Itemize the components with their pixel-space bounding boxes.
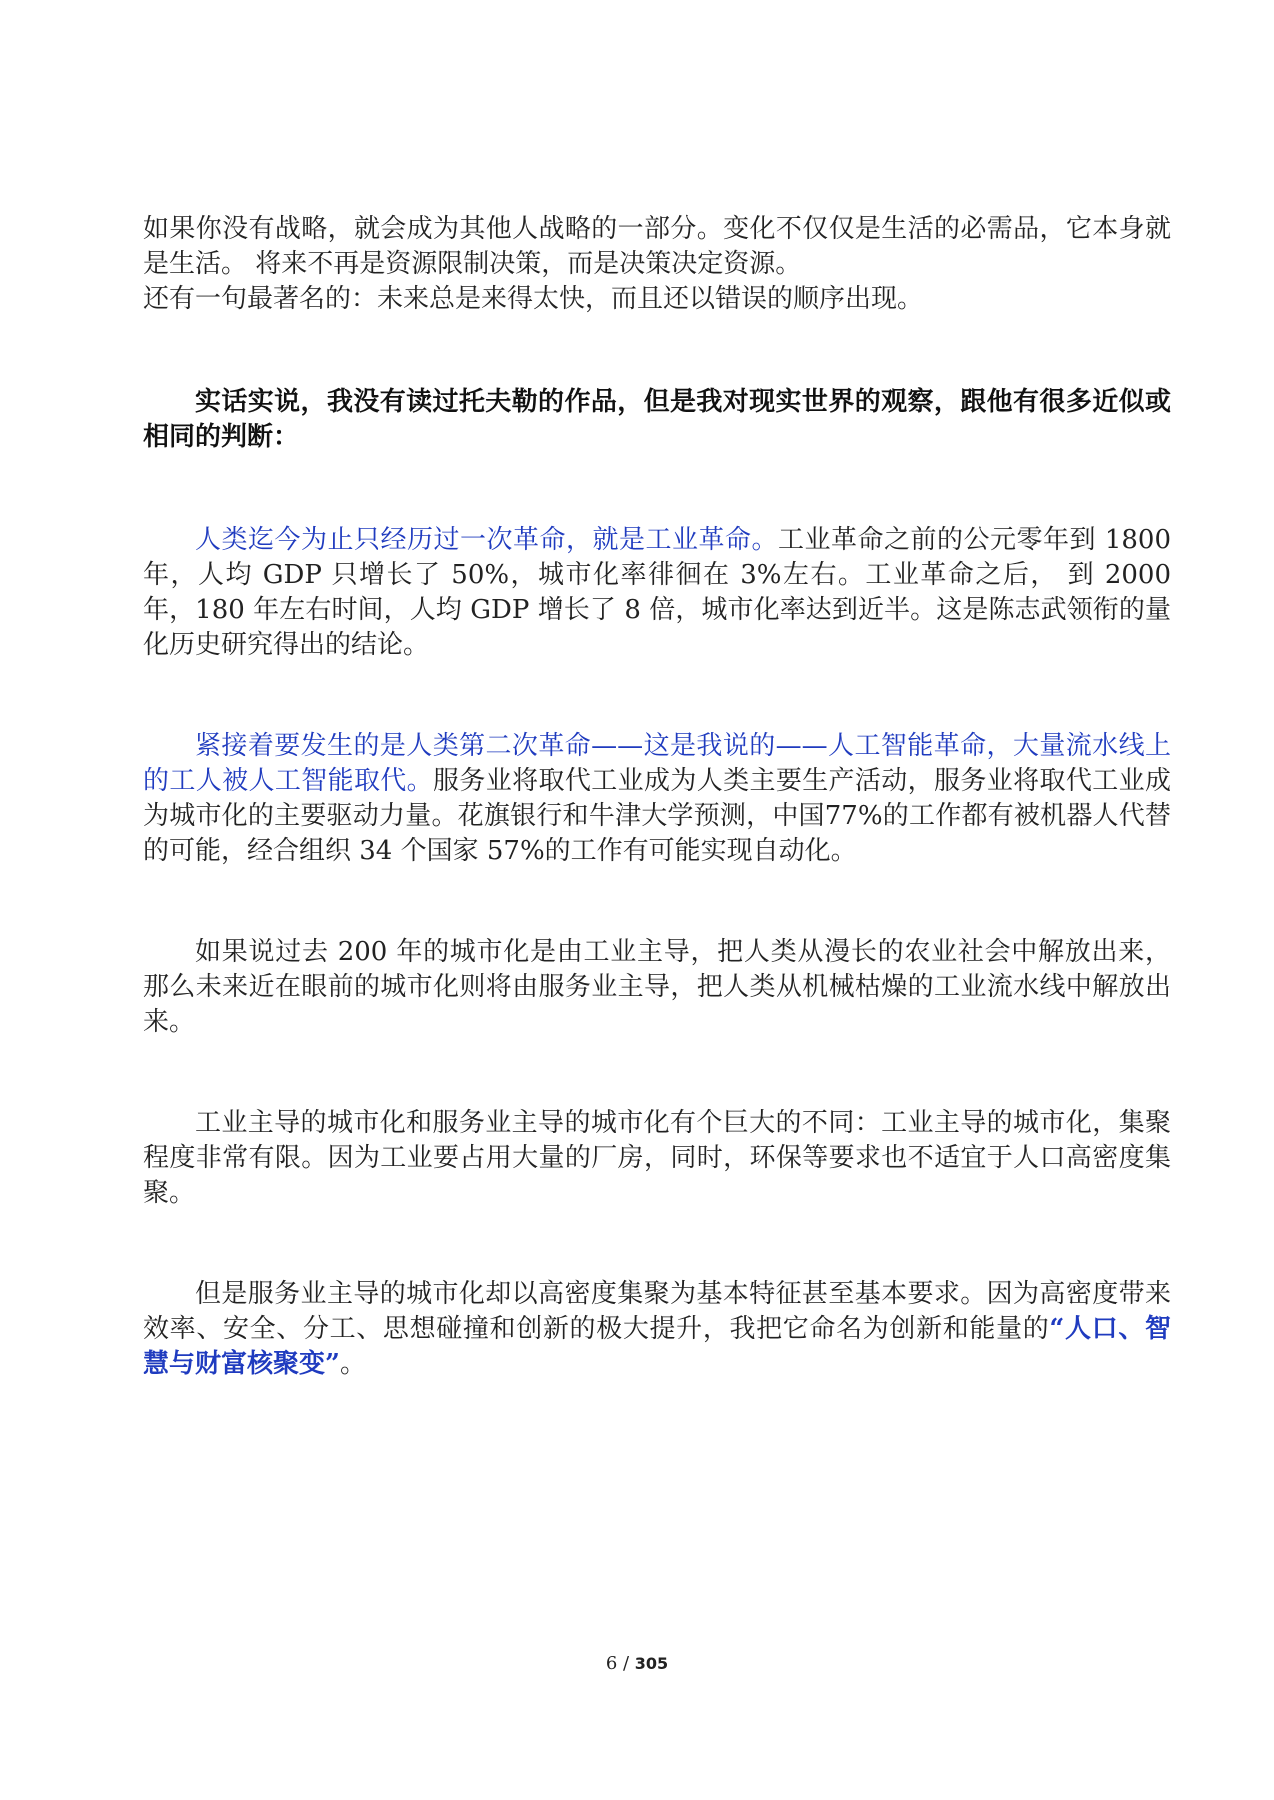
- service-urbanization-end: 。: [339, 1349, 366, 1379]
- page-content: [143, 212, 1171, 1382]
- ai-revolution-highlight: 紧接着要发生的是人类第二次革命——这是我说的——人工智能革命，大量流水线上的工人被人工智能取代。: [143, 731, 1171, 796]
- service-urbanization-text: 但是服务业主导的城市化却以高密度集聚为基本特征甚至基本要求。因为高密度带来效率、安全、分工、思想碰撞和创新的极大提升，我把它命名为创新和能量的: [143, 1279, 1171, 1344]
- quote-future-text: 还有一句最著名的：未来总是来得太快，而且还以错误的顺序出现。: [143, 284, 924, 314]
- fusion-highlight: “人口、智慧与财富核聚变”: [143, 1314, 1171, 1379]
- industrial-revolution-paragraph: [143, 523, 1171, 663]
- industrial-revolution-highlight: 人类迄今为止只经历过一次革命，就是工业革命。: [195, 525, 779, 555]
- page-total: 305: [634, 1654, 669, 1673]
- author-judgment-paragraph: 实话实说，我没有读过托夫勒的作品，但是我对现实世界的观察，跟他有很多近似或相同的判断：: [143, 387, 1171, 452]
- industrial-revolution-text: 工业革命之前的公元零年到 1800 年，人均 GDP 只增长了 50%，城市化率徘徊在 3%左右。工业革命之后， 到 2000 年，180 年左右时间，人均 GDP 增长了 8 倍，城市化率达到近半。这是陈志武领衔的量化历史研究得出的结论。: [143, 525, 1171, 660]
- service-urbanization-paragraph: [143, 1277, 1171, 1382]
- page-current: 6: [605, 1653, 618, 1674]
- ai-revolution-text: 服务业将取代工业成为人类主要生产活动，服务业将取代工业成为城市化的主要驱动力量。花旗银行和牛津大学预测，中国77%的工作都有被机器人代替的可能，经合组织 34 个国家 57%的工作有可能实现自动化。: [143, 766, 1171, 866]
- page-number: [0, 1653, 1274, 1674]
- ai-revolution-paragraph: [143, 729, 1171, 869]
- quote-strategy-text: 如果你没有战略，就会成为其他人战略的一部分。变化不仅仅是生活的必需品，它本身就是生活。 将来不再是资源限制决策，而是决策决定资源。: [143, 214, 1171, 279]
- toffler-quotes-paragraph: [143, 212, 1171, 317]
- page-separator: /: [617, 1653, 635, 1674]
- industrial-urbanization-paragraph: 工业主导的城市化和服务业主导的城市化有个巨大的不同：工业主导的城市化，集聚程度非常有限。因为工业要占用大量的厂房，同时，环保等要求也不适宜于人口高密度集聚。: [143, 1108, 1171, 1208]
- urbanization-shift-paragraph: 如果说过去 200 年的城市化是由工业主导，把人类从漫长的农业社会中解放出来，那么未来近在眼前的城市化则将由服务业主导，把人类从机械枯燥的工业流水线中解放出来。: [143, 937, 1172, 1037]
